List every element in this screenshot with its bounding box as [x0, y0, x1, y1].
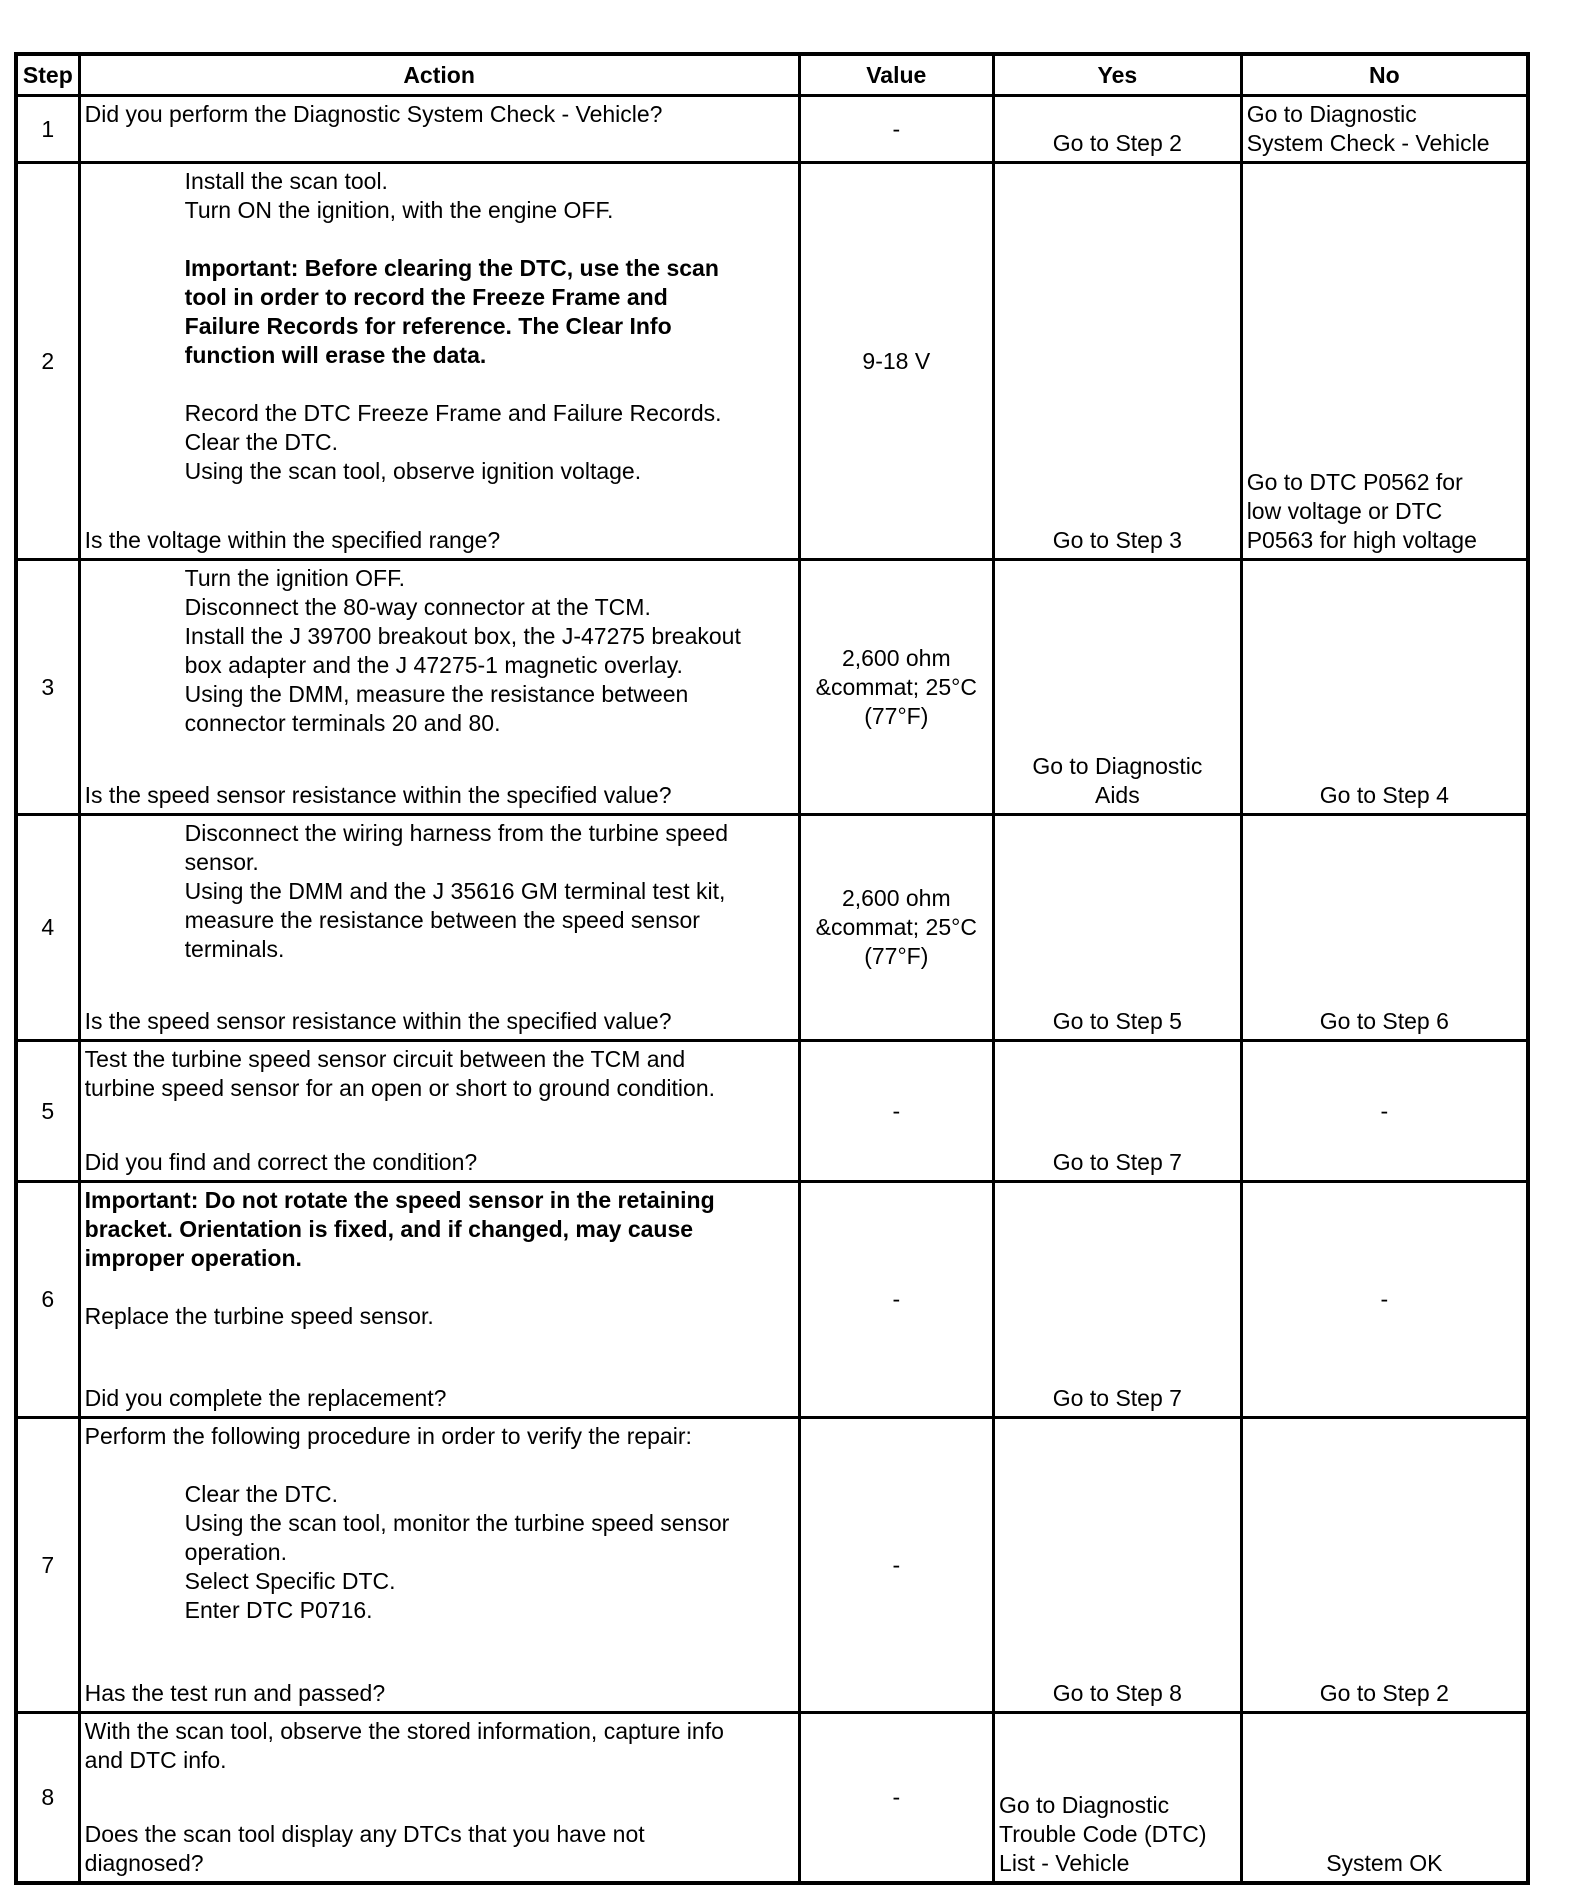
value-line: (77°F)	[864, 702, 929, 729]
step-row-1	[16, 96, 1528, 163]
yes-line: Trouble Code (DTC)	[999, 1821, 1207, 1847]
diagnostic-table	[14, 52, 1530, 1885]
action-line: Clear the DTC.	[184, 1481, 339, 1507]
step-number: 5	[16, 1041, 79, 1182]
action-line: Turn the ignition OFF.	[184, 565, 405, 591]
action-line: Replace the turbine speed sensor.	[84, 1303, 434, 1329]
yes-cell: Go to Step 7	[994, 1041, 1242, 1182]
question-text: Did you complete the replacement?	[84, 1385, 447, 1411]
action-cell	[79, 1418, 799, 1713]
value-cell: -	[799, 1041, 994, 1182]
step-row-6	[16, 1182, 1528, 1418]
action-line: Clear the DTC.	[184, 429, 339, 455]
step-number: 6	[16, 1182, 79, 1418]
no-cell: -	[1241, 1041, 1528, 1182]
step-number: 2	[16, 163, 79, 560]
action-line: connector terminals 20 and 80.	[184, 710, 501, 736]
yes-line: Aids	[1094, 782, 1140, 808]
question-text: Did you perform the Diagnostic System Check - Vehicle?	[84, 101, 663, 127]
header-action: Action	[79, 54, 799, 96]
step-number: 1	[16, 96, 79, 163]
step-number: 7	[16, 1418, 79, 1713]
header-step: Step	[16, 54, 79, 96]
action-line: Disconnect the 80-way connector at the TCM.	[184, 594, 651, 620]
question-text: Has the test run and passed?	[84, 1680, 386, 1706]
action-cell	[79, 1713, 799, 1884]
important-line: improper operation.	[84, 1245, 302, 1271]
no-cell: Go to Step 4	[1241, 560, 1528, 815]
question-text: Is the speed sensor resistance within the specified value?	[84, 1008, 672, 1034]
action-line: With the scan tool, observe the stored information, capture info	[84, 1718, 724, 1744]
action-line: Using the DMM, measure the resistance between	[184, 681, 689, 707]
action-line: Perform the following procedure in order to verify the repair:	[84, 1423, 692, 1449]
step-number: 8	[16, 1713, 79, 1884]
yes-line: Go to Diagnostic	[1032, 753, 1203, 779]
header-no: No	[1241, 54, 1528, 96]
action-cell	[79, 1041, 799, 1182]
action-cell	[79, 815, 799, 1041]
yes-cell: Go to Step 2	[994, 96, 1242, 163]
header-row	[16, 54, 1528, 96]
important-line: Important: Do not rotate the speed sensor in the retaining	[84, 1187, 715, 1213]
header-value: Value	[799, 54, 994, 96]
action-cell	[79, 1182, 799, 1418]
yes-cell	[994, 1713, 1242, 1884]
value-cell: -	[799, 1418, 994, 1713]
important-line: Important: Before clearing the DTC, use the scan	[184, 255, 719, 281]
yes-line: Go to Diagnostic	[999, 1792, 1170, 1818]
step-number: 3	[16, 560, 79, 815]
header-yes: Yes	[994, 54, 1242, 96]
value-cell: -	[799, 96, 994, 163]
yes-cell: Go to Step 7	[994, 1182, 1242, 1418]
question-text: diagnosed?	[84, 1850, 204, 1876]
action-line: turbine speed sensor for an open or short to ground condition.	[84, 1075, 716, 1101]
no-cell: -	[1241, 1182, 1528, 1418]
no-cell: Go to Step 6	[1241, 815, 1528, 1041]
no-cell	[1241, 96, 1528, 163]
step-row-2	[16, 163, 1528, 560]
no-line: P0563 for high voltage	[1246, 527, 1477, 553]
action-line: Enter DTC P0716.	[184, 1597, 373, 1623]
value-cell: -	[799, 1713, 994, 1884]
action-line: Disconnect the wiring harness from the turbine speed	[184, 820, 728, 846]
action-line: Record the DTC Freeze Frame and Failure Records.	[184, 400, 722, 426]
action-line: Install the scan tool.	[184, 168, 388, 194]
action-line: Turn ON the ignition, with the engine OFF.	[184, 197, 614, 223]
yes-cell: Go to Step 8	[994, 1418, 1242, 1713]
no-cell	[1241, 163, 1528, 560]
action-cell	[79, 163, 799, 560]
question-text: Is the voltage within the specified range?	[84, 527, 501, 553]
action-line: Install the J 39700 breakout box, the J-47275 breakout	[184, 623, 741, 649]
step-row-4	[16, 815, 1528, 1041]
step-number: 4	[16, 815, 79, 1041]
yes-cell	[994, 560, 1242, 815]
action-line: operation.	[184, 1539, 287, 1565]
action-line: Test the turbine speed sensor circuit between the TCM and	[84, 1046, 686, 1072]
important-line: Failure Records for reference. The Clear Info	[184, 313, 672, 339]
step-row-7	[16, 1418, 1528, 1713]
no-line: System Check - Vehicle	[1246, 130, 1490, 156]
action-line: box adapter and the J 47275-1 magnetic overlay.	[184, 652, 683, 678]
value-cell	[799, 815, 994, 1041]
yes-cell: Go to Step 3	[994, 163, 1242, 560]
no-line: Go to DTC P0562 for	[1246, 469, 1463, 495]
value-line: (77°F)	[864, 943, 929, 969]
action-line: Using the scan tool, observe ignition voltage.	[184, 458, 642, 484]
action-line: Using the scan tool, monitor the turbine speed sensor	[184, 1510, 730, 1536]
no-cell: Go to Step 2	[1241, 1418, 1528, 1713]
value-cell: -	[799, 1182, 994, 1418]
question-text: Does the scan tool display any DTCs that you have not	[84, 1821, 645, 1847]
yes-cell: Go to Step 5	[994, 815, 1242, 1041]
step-row-5	[16, 1041, 1528, 1182]
action-line: measure the resistance between the speed sensor	[184, 907, 700, 933]
step-row-8	[16, 1713, 1528, 1884]
yes-line: List - Vehicle	[999, 1850, 1130, 1876]
value-cell: 9-18 V	[799, 163, 994, 560]
action-cell	[79, 560, 799, 815]
action-line: sensor.	[184, 849, 259, 875]
action-line: Using the DMM and the J 35616 GM terminal test kit,	[184, 878, 726, 904]
important-line: bracket. Orientation is fixed, and if changed, may cause	[84, 1216, 694, 1242]
important-line: tool in order to record the Freeze Frame and	[184, 284, 668, 310]
value-line: &commat; 25°C	[815, 673, 977, 700]
action-cell	[79, 96, 799, 163]
no-line: Go to Diagnostic	[1246, 101, 1417, 127]
question-text: Is the speed sensor resistance within the specified value?	[84, 782, 672, 808]
no-cell: System OK	[1241, 1713, 1528, 1884]
no-line: low voltage or DTC	[1246, 498, 1443, 524]
action-line: Select Specific DTC.	[184, 1568, 396, 1594]
value-line: 2,600 ohm	[841, 885, 951, 911]
value-line: 2,600 ohm	[841, 644, 951, 671]
value-cell	[799, 560, 994, 815]
important-line: function will erase the data.	[184, 342, 487, 368]
action-line: and DTC info.	[84, 1747, 227, 1773]
action-line: terminals.	[184, 936, 285, 962]
question-text: Did you find and correct the condition?	[84, 1149, 478, 1175]
value-line: &commat; 25°C	[815, 914, 977, 940]
step-row-3	[16, 560, 1528, 815]
